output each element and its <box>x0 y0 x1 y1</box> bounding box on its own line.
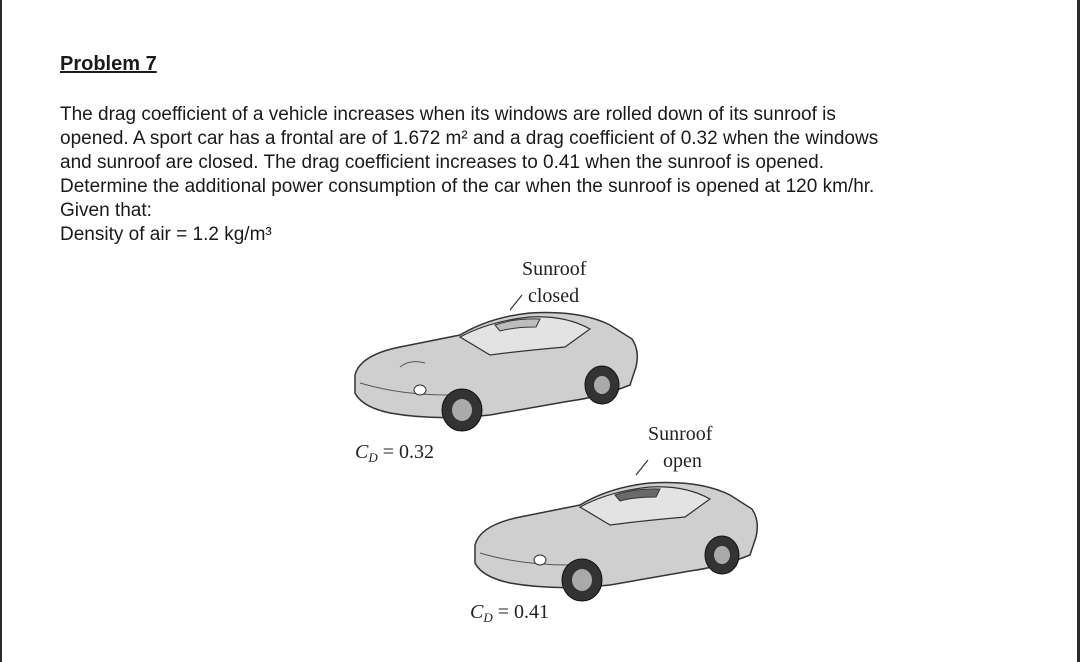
problem-heading: Problem 7 <box>60 53 157 75</box>
bottom-sunroof-label-2: open <box>663 450 702 472</box>
top-leader-line <box>510 295 522 310</box>
density-line: Density of air = 1.2 kg/m³ <box>60 224 272 245</box>
car-closed-sunroof <box>355 313 637 432</box>
top-cd-subscript: D <box>368 450 378 465</box>
given-label: Given that: <box>60 200 152 221</box>
top-cd-value: = 0.32 <box>382 441 435 463</box>
paragraph-line-2: opened. A sport car has a frontal are of 1.672 m² and a drag coefficient of 0.32 when the windows <box>60 128 879 149</box>
car-figure <box>340 255 760 655</box>
bottom-sunroof-label-1: Sunroof <box>648 423 713 445</box>
car-open-sunroof <box>475 483 757 602</box>
paragraph-line-4: Determine the additional power consumption of the car when the sunroof is opened at 120 km/hr. <box>60 176 875 197</box>
bottom-cd-subscript: D <box>483 610 493 625</box>
bottom-cd-label <box>470 601 549 626</box>
left-border <box>0 0 2 662</box>
top-sunroof-label-2: closed <box>528 285 580 307</box>
top-cd-symbol: C <box>355 441 369 463</box>
bottom-leader-line <box>636 460 648 475</box>
bottom-cd-value: = 0.41 <box>497 601 550 623</box>
paragraph-line-3: and sunroof are closed. The drag coefficient increases to 0.41 when the sunroof is opened. <box>60 152 825 173</box>
paragraph-line-1: The drag coefficient of a vehicle increases when its windows are rolled down of its sunroof is <box>60 104 836 125</box>
problem-text <box>60 103 1020 247</box>
top-sunroof-label-1: Sunroof <box>522 258 587 280</box>
bottom-cd-symbol: C <box>470 601 484 623</box>
top-cd-label <box>355 441 434 466</box>
